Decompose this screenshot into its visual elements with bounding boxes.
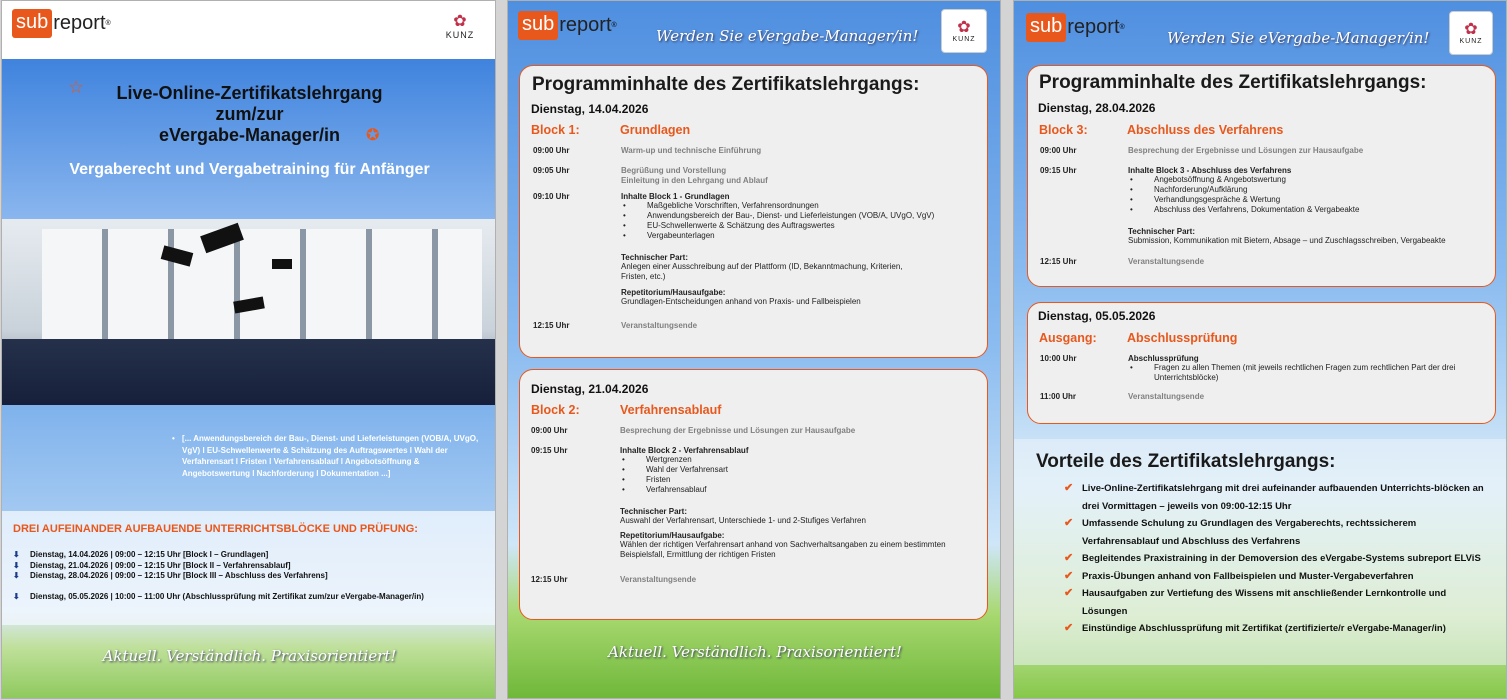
check-icon: ✔ <box>1064 482 1074 494</box>
advantage-item: ✔ Live-Online-Zertifikatslehrgang mit drei aufeinander aufbauenden Unterrichts-blöcken an drei Vormittagen – jeweils von 09:00-12:15 Uhr <box>1064 482 1484 512</box>
advantage-item: ✔ Hausaufgaben zur Vertiefung des Wissens mit anschließender Lernkontrolle und Lösungen <box>1064 587 1447 617</box>
check-icon: ✔ <box>1064 587 1074 599</box>
program-box-2: Dienstag, 21.04.2026 Block 2: Verfahrensablauf 09:00 Uhr Besprechung der Ergebnisse und Lösungen zur Hausaufgabe 09:15 Uhr Inhalte Block 2 - Verfahrensablauf • Wertgrenzen • Wahl der Verfahrensart • Fristen • Verfahrensablauf Technischer Part: Auswahl der Verfahrensart, Unterschiede 1- und 2-Stufiges Verfahren Repetitorium/Hausaufgabe: Wählen der richtigen Verfahrensart anhand von Sachverhaltsangaben zu einem bestimmten Beispielsfall, Ermittlung der richtigen Fristen 12:15 Uhr Veranstaltungsende <box>519 369 988 620</box>
pushpin-icon: ⬇ <box>13 591 20 601</box>
header-slogan: Werden Sie eVergabe-Manager/in! <box>1167 29 1430 47</box>
program-box-3: Programminhalte des Zertifikatslehrgangs: Dienstag, 28.04.2026 Block 3: Abschluss des Verfahrens 09:00 Uhr Besprechung der Ergebnisse und Lösungen zur Hausaufgabe 09:15 Uhr Inhalte Block 3 - Abschluss des Verfahrens • Angebotsöffnung & Angebotswertung • Nachforderung/Aufklärung • Verhandlungsgespräche & Wertung • Abschluss des Verfahrens, Dokumentation & Vergabeakte Technischer Part: Submission, Kommunikation mit Bietern, Absage – und Zuschlagsschreiben, Vergabeakte 12:15 Uhr Veranstaltungsende <box>1027 65 1496 287</box>
advantage-item: ✔ Einstündige Abschlussprüfung mit Zertifikat (zertifizierte/r eVergabe-Manager/in) <box>1064 620 1484 638</box>
page-title: Live-Online-Zertifikatslehrgang zum/zur eVergabe-Manager/in <box>116 83 383 145</box>
check-icon: ✔ <box>1064 517 1074 529</box>
pushpin-icon: ⬇ <box>13 571 20 580</box>
hero-banner <box>2 59 496 219</box>
page-3 <box>1013 0 1507 699</box>
advantage-item: ✔ Umfassende Schulung zu Grundlagen des Vergaberechts, rechtssicherem Verfahrensablauf und Abschluss des Verfahrens <box>1064 517 1417 547</box>
program-heading: Programminhalte des Zertifikatslehrgangs: <box>532 74 920 95</box>
info-area <box>2 405 496 699</box>
slogan: Aktuell. Verständlich. Praxisorientiert! <box>102 647 397 665</box>
header-slogan: Werden Sie eVergabe-Manager/in! <box>656 27 919 45</box>
check-icon: ✔ <box>1064 569 1074 582</box>
kunz-flower-icon: ✿ <box>453 13 467 30</box>
kunz-flower-icon: ✿ <box>1464 20 1478 38</box>
block-1-title: Grundlagen <box>620 123 691 137</box>
pushpin-icon: ⬇ <box>13 550 20 559</box>
date-4: Dienstag, 05.05.2026 <box>1038 309 1156 323</box>
date-3: Dienstag, 28.04.2026 <box>1038 101 1156 115</box>
date-list: ⬇ Dienstag, 14.04.2026 | 09:00 – 12:15 Uhr [Block I – Grundlagen] ⬇ Dienstag, 21.04.2026 | 09:00 – 12:15 Uhr [Block II – Verfahrensablauf] ⬇ Dienstag, 28.04.2026 | 09:00 – 12:15 Uhr [Block III – Abschluss des Verfahrens] ⬇ Dienstag, 05.05.2026 | 10:00 – 11:00 Uhr (Abschlussprüfung mit Zertifikat zum/zur eVergabe-Manager/in) <box>13 550 424 601</box>
subtitle: Vergaberecht und Vergabetraining für Anfänger <box>69 161 430 178</box>
kunz-flower-icon: ✿ <box>957 18 971 36</box>
kunz-logo: ✿ KUNZ <box>434 5 486 49</box>
logo-sub: sub <box>12 9 52 38</box>
logo-report: report <box>53 12 106 34</box>
date-1: Dienstag, 14.04.2026 <box>531 102 649 116</box>
check-icon: ✔ <box>1064 622 1074 634</box>
advantages-heading: Vorteile des Zertifikatslehrgangs: <box>1036 451 1336 472</box>
summary-text: • [... Anwendungsbereich der Bau-, Dienst- und Lieferleistungen (VOB/A, UVgO, VgV) l EU-Schwellenwerte & Schätzung des Auftragswertes l Wahl der Verfahrensart l Fristen l Verfahrensablauf l Angebotsöffnung & Angebotswertung l Nachforderung l Dokumentation ...] <box>172 434 479 478</box>
subreport-logo: sub report ® <box>12 9 111 38</box>
graduation-photo <box>2 219 496 405</box>
advantages-list <box>1064 480 1484 638</box>
advantage-item: ✔ Begleitendes Praxistraining in der Demoversion des eVergabe-Systems subreport ELViS <box>1064 550 1484 568</box>
star-icon: ☆ <box>68 77 85 97</box>
subreport-logo: sub report ® <box>1026 13 1125 42</box>
subreport-logo: sub report ® <box>518 11 617 40</box>
kunz-logo: ✿ KUNZ <box>1449 11 1493 55</box>
date-2: Dienstag, 21.04.2026 <box>531 382 649 396</box>
block-2-title: Verfahrensablauf <box>620 403 722 417</box>
block-3-title: Abschluss des Verfahrens <box>1127 123 1284 137</box>
advantage-item: ✔ Praxis-Übungen anhand von Fallbeispielen und Muster-Vergabeverfahren <box>1064 568 1484 586</box>
ribbon-icon: ✪ <box>366 127 380 144</box>
pushpin-icon: ⬇ <box>13 560 20 570</box>
page-1 <box>1 0 496 699</box>
kunz-logo: ✿ KUNZ <box>941 9 987 53</box>
program-box-1: Programminhalte des Zertifikatslehrgangs: Dienstag, 14.04.2026 Block 1: Grundlagen 09:00 Uhr Warm-up und technische Einführung 09:05 Uhr Begrüßung und Vorstellung Einleitung in den Lehrgang und Ablauf 09:10 Uhr Inhalte Block 1 - Grundlagen • Maßgebliche Vorschriften, Verfahrensordnungen • Anwendungsbereich der Bau-, Dienst- und Lieferleistungen (VOB/A, UVgO, VgV) • EU-Schwellenwerte & Schätzung des Auftragswertes • Vergabeunterlagen Technischer Part: Anlegen einer Ausschreibung auf der Plattform (ID, Bekanntmachung, Kriterien, Fristen, etc.) Repetitorium/Hausaufgabe: Grundlagen-Entscheidungen anhand von Praxis- und Fallbeispielen 12:15 Uhr Veranstaltungsende <box>519 65 988 358</box>
check-icon: ✔ <box>1064 552 1074 564</box>
page-2 <box>507 0 1001 699</box>
blocks-heading: DREI AUFEINANDER AUFBAUENDE UNTERRICHTSBLÖCKE UND PRÜFUNG: <box>13 523 418 535</box>
slogan: Aktuell. Verständlich. Praxisorientiert! <box>608 643 902 661</box>
advantages-section <box>1014 439 1507 665</box>
exam-box: Dienstag, 05.05.2026 Ausgang: Abschlussprüfung 10:00 Uhr Abschlussprüfung • Fragen zu allen Themen (mit jeweils rechtlichen Fragen zum rechtlichen Part der drei Unterrichtsblöcke) 11:00 Uhr Veranstaltungsende <box>1027 302 1496 424</box>
exam-title: Abschlussprüfung <box>1127 331 1238 345</box>
